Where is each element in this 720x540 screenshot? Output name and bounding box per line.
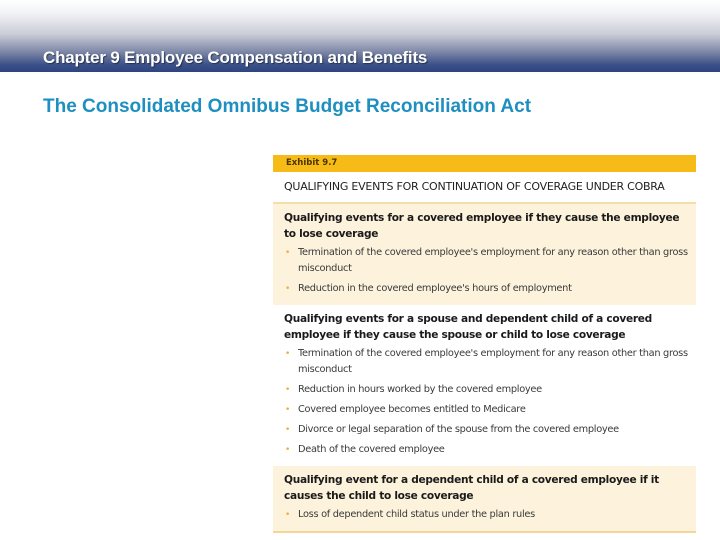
bullet-icon: • bbox=[285, 248, 291, 258]
section-title: Qualifying events for a covered employee if they cause the employee to lose coverage bbox=[284, 212, 680, 240]
exhibit-heading: QUALIFYING EVENTS FOR CONTINUATION OF COVERAGE UNDER COBRA bbox=[273, 172, 696, 204]
slide-title: The Consolidated Omnibus Budget Reconciliation Act bbox=[43, 96, 532, 117]
bullet-icon: • bbox=[285, 284, 291, 294]
list-item: • Death of the covered employee bbox=[284, 442, 690, 458]
list-item: • Divorce or legal separation of the spouse from the covered employee bbox=[284, 422, 690, 438]
chapter-title: Chapter 9 Employee Compensation and Benefits bbox=[43, 48, 428, 67]
bullet-icon: • bbox=[285, 425, 291, 435]
bullet-icon: • bbox=[285, 445, 291, 455]
exhibit-bottom-rule bbox=[273, 531, 696, 533]
bullet-icon: • bbox=[285, 405, 291, 415]
section-spouse-child bbox=[273, 305, 696, 466]
exhibit-table bbox=[273, 155, 696, 533]
list-item: • Covered employee becomes entitled to Medicare bbox=[284, 402, 690, 418]
list-item: • Reduction in the covered employee's hours of employment bbox=[284, 281, 690, 297]
bullet-icon: • bbox=[285, 349, 291, 359]
section-dependent-child bbox=[273, 466, 696, 531]
list-item: • Termination of the covered employee's employment for any reason other than gross misconduct bbox=[285, 247, 688, 274]
bullet-icon: • bbox=[285, 385, 291, 395]
section-title: Qualifying event for a dependent child of a covered employee if it causes the child to lose coverage bbox=[284, 474, 659, 502]
list-item: • Reduction in hours worked by the covered employee bbox=[284, 382, 690, 398]
section-covered-employee bbox=[273, 204, 696, 305]
exhibit-label: Exhibit 9.7 bbox=[273, 155, 696, 172]
bullet-icon: • bbox=[285, 510, 291, 520]
list-item: • Termination of the covered employee's employment for any reason other than gross misconduct bbox=[285, 348, 688, 375]
section-title: Qualifying events for a spouse and dependent child of a covered employee if they cause the spouse or child to lose coverage bbox=[284, 313, 652, 341]
list-item: • Loss of dependent child status under the plan rules bbox=[284, 507, 690, 523]
